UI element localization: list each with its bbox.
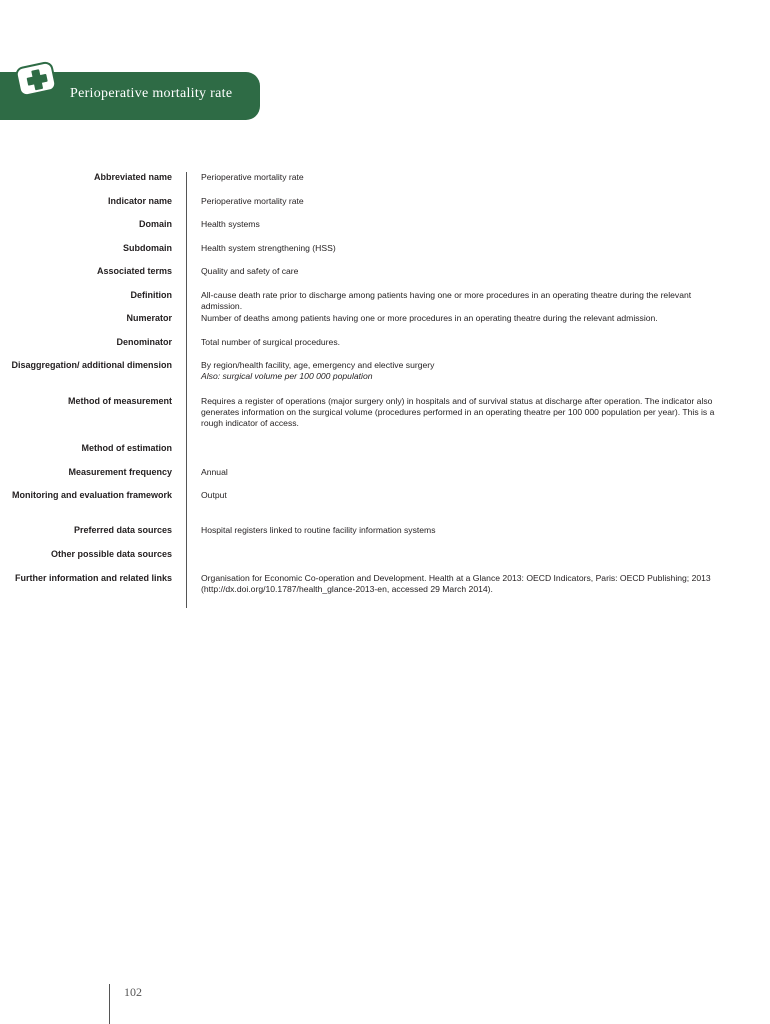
row-value: Output [201, 490, 227, 500]
row-label: Numerator [126, 313, 172, 323]
row-value-sub: Also: surgical volume per 100 000 population [201, 371, 373, 381]
row-value: Annual [201, 467, 228, 477]
row-label: Indicator name [107, 196, 172, 206]
row-value: Health systems [201, 219, 260, 229]
row-label: Method of estimation [81, 443, 172, 453]
row-label: Measurement frequency [68, 467, 172, 477]
row-label: Abbreviated name [93, 172, 172, 182]
page-title: Perioperative mortality rate [70, 86, 233, 101]
row-label: Domain [138, 219, 172, 229]
row-value: All-cause death rate prior to discharge among patients having one or more procedures in an operating theatre during the relevant admission. [201, 290, 692, 311]
row-label: Denominator [116, 337, 172, 347]
row-value: Number of deaths among patients having one or more procedures in an operating theatre during the relevant admission. [201, 313, 658, 323]
row-label: Other possible data sources [50, 549, 172, 559]
row-label: Method of measurement [67, 396, 172, 406]
row-value-main: By region/health facility, age, emergency and elective surgery [201, 360, 435, 370]
row-label: Definition [130, 290, 172, 300]
footer-divider [109, 984, 110, 1024]
row-value [201, 360, 721, 382]
row-label: Associated terms [96, 266, 172, 276]
row-label: Preferred data sources [73, 525, 172, 535]
row-value: Hospital registers linked to routine facility information systems [201, 525, 436, 535]
page-number: 102 [124, 985, 142, 999]
row-value: Health system strengthening (HSS) [201, 243, 336, 253]
row-value: Perioperative mortality rate [201, 196, 304, 206]
row-label: Disaggregation/ additional dimension [11, 360, 172, 370]
row-value: Perioperative mortality rate [201, 172, 304, 182]
row-label: Further information and related links [14, 573, 172, 583]
row-value: Total number of surgical procedures. [201, 337, 341, 347]
row-value: Quality and safety of care [201, 266, 299, 276]
row-label: Monitoring and evaluation framework [11, 490, 172, 500]
row-label: Subdomain [123, 243, 172, 253]
column-divider [186, 172, 187, 608]
row-value: Organisation for Economic Co-operation and Development. Health at a Glance 2013: OECD Indicators, Paris: OECD Publishing; 2013 (http://dx.doi.org/10.1787/health_glance-2013-en, accessed 29 March 2014). [201, 573, 711, 594]
row-value: Requires a register of operations (major surgery only) in hospitals and of survival status at discharge after operation. The indicator also generates information on the surgical volume (procedures performed in an operating theatre per 100 000 population per year). This is a rough indicator of access. [201, 396, 715, 428]
